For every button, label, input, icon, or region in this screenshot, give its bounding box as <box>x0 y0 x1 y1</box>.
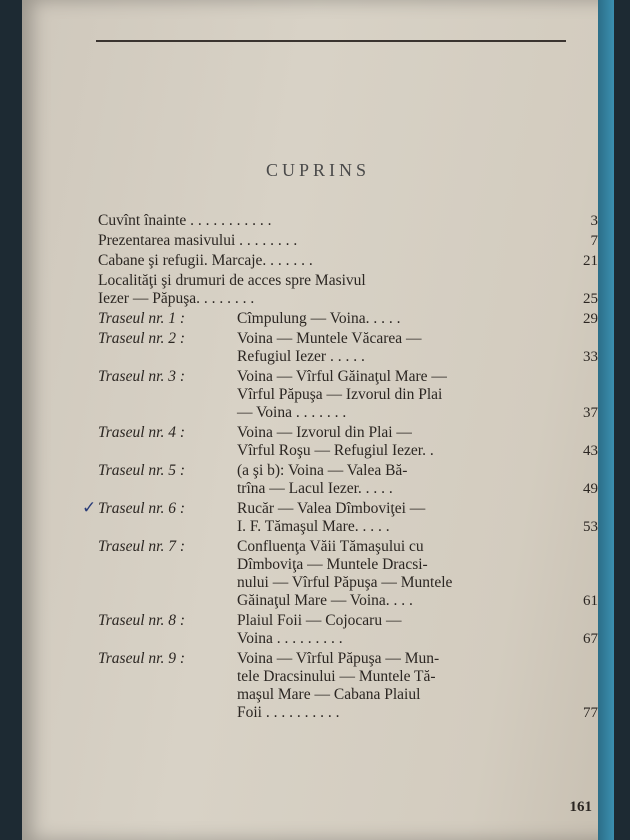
toc-entry-line <box>98 704 558 722</box>
toc-entry-text: Cuvînt înainte . . . . . . . . . . . <box>98 212 272 229</box>
toc-entry-text: trîna — Lacul Iezer. . . . . <box>237 480 393 497</box>
toc-entry-text: Rucăr — Valea Dîmboviţei — <box>237 500 426 517</box>
toc-entry-text: Iezer — Păpuşa. . . . . . . . <box>98 290 255 307</box>
toc-entry-text: Vîrful Păpuşa — Izvorul din Plai <box>237 386 443 403</box>
toc-entry-page: 7 <box>590 233 598 249</box>
toc-entry-line <box>98 480 558 498</box>
page-title: CUPRINS <box>265 160 371 180</box>
toc-entry <box>98 212 598 230</box>
toc-entry <box>82 498 598 536</box>
toc-entry-page: 77 <box>583 705 598 721</box>
page-number: 161 <box>569 799 592 815</box>
toc-entry <box>98 462 598 498</box>
toc-entry-text: Voina — Vîrful Găinaţul Mare — <box>237 368 447 385</box>
toc-entry-page: 33 <box>583 349 598 365</box>
toc-entry-page: 43 <box>583 443 598 459</box>
toc-entry-page: 67 <box>583 631 598 647</box>
toc-entry-line <box>98 630 558 648</box>
toc-entry-line <box>98 252 558 270</box>
toc-entry-text: — Voina . . . . . . . <box>237 404 347 421</box>
toc-entry <box>98 330 598 366</box>
toc-entry <box>98 368 598 422</box>
toc-entry-text: Localităţi şi drumuri de acces spre Masivul <box>98 272 366 289</box>
toc-entry-label: Traseul nr. 3 : <box>98 368 185 385</box>
toc-entry-label: Traseul nr. 6 : <box>98 500 185 517</box>
toc-entry-line <box>98 592 558 610</box>
toc-entry-page: 61 <box>583 593 598 609</box>
toc-entry-page: 37 <box>583 405 598 421</box>
toc-entry-page: 3 <box>590 213 598 229</box>
toc-entry-line <box>98 290 558 308</box>
toc-entry-text: Voina — Vîrful Păpuşa — Mun- <box>237 650 440 667</box>
toc-entry-line <box>98 574 558 592</box>
toc-entry-text: Prezentarea masivului . . . . . . . . <box>98 232 298 249</box>
toc-entry-text: Cîmpulung — Voina. . . . . <box>237 310 401 327</box>
toc-entry-line <box>98 612 558 630</box>
toc-entry <box>98 650 598 722</box>
toc-entry <box>98 232 598 250</box>
toc-entry-line <box>98 368 558 386</box>
toc-entry-label: Traseul nr. 8 : <box>98 612 185 629</box>
toc-entry-label: Traseul nr. 5 : <box>98 462 185 479</box>
book-page <box>22 0 614 840</box>
toc-entry-line <box>98 212 558 230</box>
toc-entry-page: 49 <box>583 481 598 497</box>
toc-entry-label: Traseul nr. 7 : <box>98 538 185 555</box>
toc-entry-text: Foii . . . . . . . . . . <box>237 704 340 721</box>
toc-entry-text: nului — Vîrful Păpuşa — Muntele <box>237 574 453 591</box>
toc-entry-line <box>98 556 558 574</box>
toc-entry <box>98 272 598 308</box>
toc-entry-line <box>98 404 558 422</box>
toc-entry <box>98 538 598 610</box>
toc-entry-text: Voina — Muntele Văcarea — <box>237 330 422 347</box>
toc-entry-line <box>98 650 558 668</box>
toc-entry-page: 53 <box>583 519 598 535</box>
toc-entry-line <box>98 518 558 536</box>
toc-entry-text: Plaiul Foii — Cojocaru — <box>237 612 402 629</box>
toc-entry-line <box>98 686 558 704</box>
toc-entry <box>98 252 598 270</box>
toc-entry-text: Refugiul Iezer . . . . . <box>237 348 365 365</box>
toc-entry <box>98 612 598 648</box>
toc-entry-text: Confluenţa Văii Tămaşului cu <box>237 538 424 555</box>
toc-entry-text: maşul Mare — Cabana Plaiul <box>237 686 421 703</box>
cover-edge <box>598 0 614 840</box>
toc-entry-text: tele Dracsinului — Muntele Tă- <box>237 668 436 685</box>
toc-entry-line <box>98 386 558 404</box>
toc-entry-label: Traseul nr. 1 : <box>98 310 185 327</box>
toc-entry-line <box>98 348 558 366</box>
toc-entry-line <box>98 424 558 442</box>
toc-entry-line <box>98 330 558 348</box>
toc-entry-line <box>98 272 558 290</box>
toc-entry-text: Dîmboviţa — Muntele Dracsi- <box>237 556 428 573</box>
toc-entry-line <box>98 232 558 250</box>
toc-entry-line <box>98 668 558 686</box>
toc-entry-line <box>98 500 558 518</box>
toc-entry <box>98 424 598 460</box>
handwritten-check-icon: ✓ <box>82 498 97 517</box>
toc-entry-line <box>98 462 558 480</box>
toc-entry-label: Traseul nr. 2 : <box>98 330 185 347</box>
toc-entry-text: Voina — Izvorul din Plai — <box>237 424 412 441</box>
toc-entry-text: I. F. Tămaşul Mare. . . . . <box>237 518 390 535</box>
toc-entry <box>98 310 598 328</box>
toc-entry-text: Voina . . . . . . . . . <box>237 630 343 647</box>
table-of-contents <box>82 212 598 724</box>
toc-entry-page: 29 <box>583 311 598 327</box>
toc-entry-text: (a şi b): Voina — Valea Bă- <box>237 462 408 479</box>
toc-entry-page: 25 <box>583 291 598 307</box>
toc-entry-line <box>98 538 558 556</box>
toc-entry-text: Găinaţul Mare — Voina. . . . <box>237 592 413 609</box>
toc-entry-text: Vîrful Roşu — Refugiul Iezer. . <box>237 442 434 459</box>
toc-entry-page: 21 <box>583 253 598 269</box>
toc-entry-line <box>98 442 558 460</box>
toc-entry-text: Cabane şi refugii. Marcaje. . . . . . . <box>98 252 313 269</box>
toc-entry-label: Traseul nr. 4 : <box>98 424 185 441</box>
toc-entry-label: Traseul nr. 9 : <box>98 650 185 667</box>
toc-entry-line <box>98 310 558 328</box>
header-rule <box>96 40 566 42</box>
